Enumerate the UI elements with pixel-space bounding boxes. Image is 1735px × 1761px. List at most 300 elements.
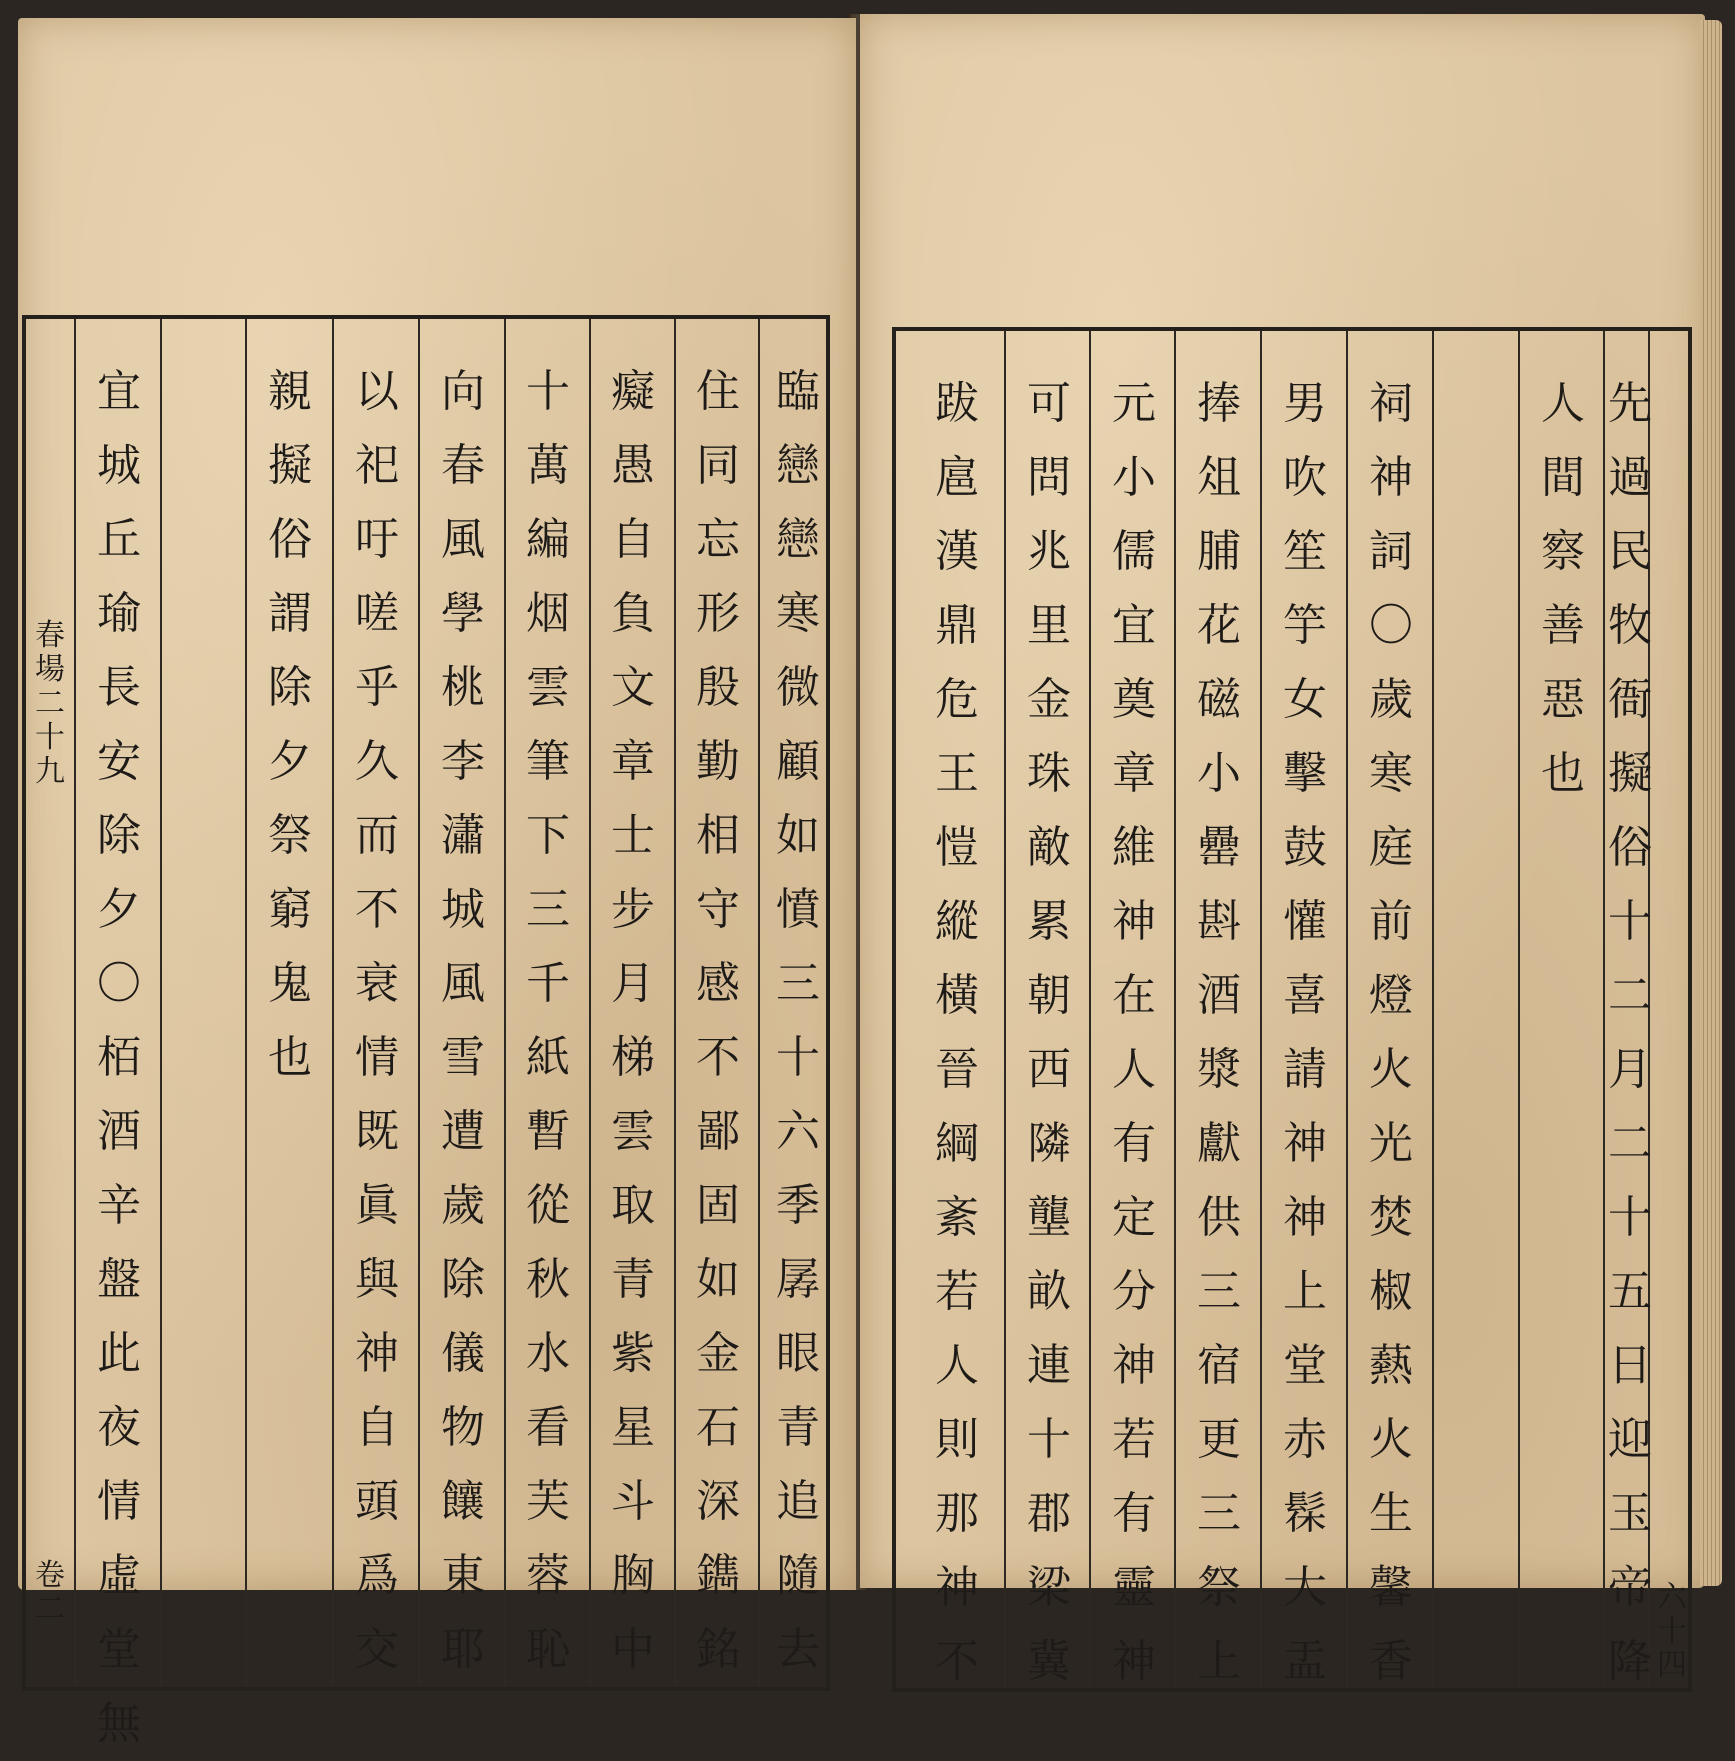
glyph: 以 <box>355 366 399 417</box>
glyph: 先 <box>1608 378 1652 429</box>
glyph: 文 <box>611 662 655 713</box>
glyph: 烟 <box>526 588 570 639</box>
glyph: 大 <box>1283 1562 1327 1613</box>
glyph: 壟 <box>1027 1192 1071 1243</box>
glyph: 去 <box>776 1624 820 1675</box>
glyph: 步 <box>611 884 655 935</box>
glyph: 祭 <box>1197 1562 1241 1613</box>
glyph: 酒 <box>1197 970 1241 1021</box>
text-column <box>684 355 752 1687</box>
glyph: 看 <box>526 1402 570 1453</box>
glyph: 酒 <box>97 1106 141 1157</box>
glyph: 除 <box>97 810 141 861</box>
glyph: 衙 <box>1608 674 1652 725</box>
glyph: 萬 <box>526 440 570 491</box>
glyph: 六 <box>1657 1580 1687 1615</box>
glyph: 無 <box>97 1698 141 1749</box>
glyph: 上 <box>1197 1636 1241 1687</box>
glyph: 編 <box>526 514 570 565</box>
glyph: 懽 <box>1283 896 1327 947</box>
glyph: 罍 <box>1197 822 1241 873</box>
glyph: 卷 <box>35 1558 65 1593</box>
glyph: 女 <box>1283 674 1327 725</box>
glyph: 扈 <box>935 452 979 503</box>
glyph: 向 <box>441 366 485 417</box>
glyph: 漿 <box>1197 1044 1241 1095</box>
glyph: 小 <box>1112 452 1156 503</box>
text-column <box>1014 367 1084 1699</box>
glyph: 風 <box>441 514 485 565</box>
glyph: 遭 <box>441 1106 485 1157</box>
glyph: 感 <box>696 958 740 1009</box>
glyph: 生 <box>1369 1488 1413 1539</box>
glyph: 如 <box>776 810 820 861</box>
glyph: 梁 <box>1027 1562 1071 1613</box>
glyph: 神 <box>1283 1118 1327 1169</box>
glyph: 隨 <box>776 1550 820 1601</box>
glyph: 漢 <box>935 526 979 577</box>
glyph: 戀 <box>776 514 820 565</box>
glyph: 也 <box>1541 748 1585 799</box>
glyph: 那 <box>935 1488 979 1539</box>
glyph: 從 <box>526 1180 570 1231</box>
glyph: 鼓 <box>1283 822 1327 873</box>
glyph: 前 <box>1369 896 1413 947</box>
glyph: 形 <box>696 588 740 639</box>
column-rule <box>758 319 760 1687</box>
glyph: 窮 <box>268 884 312 935</box>
glyph: 衰 <box>355 958 399 1009</box>
glyph: 盤 <box>97 1254 141 1305</box>
glyph: 人 <box>1112 1044 1156 1095</box>
glyph: 焚 <box>1369 1192 1413 1243</box>
glyph: 追 <box>776 1476 820 1527</box>
glyph: 上 <box>1283 1266 1327 1317</box>
column-rule <box>160 319 162 1687</box>
glyph: 王 <box>935 748 979 799</box>
glyph: 丘 <box>97 514 141 565</box>
glyph: 十 <box>526 366 570 417</box>
glyph: 二 <box>35 686 65 721</box>
glyph: 勤 <box>696 736 740 787</box>
glyph: 月 <box>1608 1044 1652 1095</box>
column-rule <box>1174 331 1176 1688</box>
glyph: 此 <box>97 1328 141 1379</box>
glyph: 場 <box>35 652 65 687</box>
glyph: 神 <box>935 1562 979 1613</box>
glyph: 二 <box>35 1592 65 1627</box>
glyph: 久 <box>355 736 399 787</box>
glyph: 紙 <box>526 1032 570 1083</box>
glyph: 十 <box>35 720 65 755</box>
glyph: 問 <box>1027 452 1071 503</box>
glyph: 不 <box>935 1636 979 1687</box>
glyph: 三 <box>1197 1488 1241 1539</box>
glyph: 爇 <box>1369 1340 1413 1391</box>
glyph: 香 <box>1369 1636 1413 1687</box>
glyph: 鼎 <box>935 600 979 651</box>
glyph: 深 <box>696 1476 740 1527</box>
glyph: 牧 <box>1608 600 1652 651</box>
glyph: 李 <box>441 736 485 787</box>
glyph: 擊 <box>1283 748 1327 799</box>
glyph: 紫 <box>611 1328 655 1379</box>
glyph: 擬 <box>1608 748 1652 799</box>
text-column <box>1356 367 1426 1699</box>
column-rule <box>589 319 591 1687</box>
glyph: 中 <box>611 1624 655 1675</box>
column-rule <box>1518 331 1520 1688</box>
glyph: 耶 <box>441 1624 485 1675</box>
glyph: 住 <box>696 366 740 417</box>
glyph: 男 <box>1283 378 1327 429</box>
glyph: 宜 <box>97 366 141 417</box>
glyph: 有 <box>1112 1488 1156 1539</box>
glyph: 神 <box>1283 1192 1327 1243</box>
glyph: 十 <box>1027 1414 1071 1465</box>
glyph: 燈 <box>1369 970 1413 1021</box>
glyph: 獻 <box>1197 1118 1241 1169</box>
glyph: 十 <box>1608 1192 1652 1243</box>
text-column <box>84 355 154 1761</box>
glyph: 晉 <box>935 1044 979 1095</box>
glyph: 危 <box>935 674 979 725</box>
glyph: 則 <box>935 1414 979 1465</box>
column-rule <box>332 319 334 1687</box>
column-rule <box>504 319 506 1687</box>
glyph: 金 <box>1027 674 1071 725</box>
glyph: 眞 <box>355 1180 399 1231</box>
glyph: 跋 <box>935 378 979 429</box>
glyph: 供 <box>1197 1192 1241 1243</box>
glyph: 喜 <box>1283 970 1327 1021</box>
glyph: 累 <box>1027 896 1071 947</box>
glyph: 乎 <box>355 662 399 713</box>
glyph: 微 <box>776 662 820 713</box>
glyph: 神 <box>1112 1340 1156 1391</box>
glyph: 奠 <box>1112 674 1156 725</box>
glyph: 爲 <box>355 1550 399 1601</box>
glyph: 水 <box>526 1328 570 1379</box>
glyph: 花 <box>1197 600 1241 651</box>
glyph: 三 <box>526 884 570 935</box>
glyph: 取 <box>611 1180 655 1231</box>
glyph: 善 <box>1541 600 1585 651</box>
right-text-frame <box>892 327 1692 1692</box>
margin-title <box>32 619 68 789</box>
glyph: 人 <box>935 1340 979 1391</box>
glyph: 除 <box>441 1254 485 1305</box>
column-rule <box>1346 331 1348 1688</box>
glyph: 捧 <box>1197 378 1241 429</box>
text-column <box>1608 367 1652 1699</box>
glyph: 東 <box>441 1550 485 1601</box>
glyph: 紊 <box>935 1192 979 1243</box>
column-rule <box>1004 331 1006 1688</box>
glyph: 千 <box>526 958 570 1009</box>
glyph: 嗟 <box>355 588 399 639</box>
text-column <box>914 367 1000 1699</box>
glyph: 庭 <box>1369 822 1413 873</box>
glyph: 靈 <box>1112 1562 1156 1613</box>
column-rule <box>418 319 420 1687</box>
glyph: 綱 <box>935 1118 979 1169</box>
glyph: 磁 <box>1197 674 1241 725</box>
glyph: 竽 <box>1283 600 1327 651</box>
glyph: 歲 <box>1369 674 1413 725</box>
glyph: 雲 <box>526 662 570 713</box>
glyph: 栢 <box>97 1032 141 1083</box>
glyph: 神 <box>1369 452 1413 503</box>
glyph: 瀟 <box>441 810 485 861</box>
text-column <box>1270 367 1340 1699</box>
glyph: 梯 <box>611 1032 655 1083</box>
glyph: 同 <box>696 440 740 491</box>
glyph: 憤 <box>776 884 820 935</box>
glyph: 郡 <box>1027 1488 1071 1539</box>
glyph: 交 <box>355 1624 399 1675</box>
glyph: 俎 <box>1197 452 1241 503</box>
glyph: 帝 <box>1608 1562 1652 1613</box>
glyph: 〇 <box>97 958 141 1009</box>
glyph: 隣 <box>1027 1118 1071 1169</box>
glyph: 儀 <box>441 1328 485 1379</box>
glyph: 頭 <box>355 1476 399 1527</box>
glyph: 四 <box>1657 1648 1687 1683</box>
glyph: 六 <box>776 1106 820 1157</box>
glyph: 寒 <box>776 588 820 639</box>
glyph: 石 <box>696 1402 740 1453</box>
glyph: 夕 <box>268 736 312 787</box>
glyph: 吁 <box>355 514 399 565</box>
glyph: 愷 <box>935 822 979 873</box>
glyph: 擬 <box>268 440 312 491</box>
glyph: 既 <box>355 1106 399 1157</box>
text-column <box>513 355 583 1687</box>
glyph: 髹 <box>1283 1488 1327 1539</box>
column-rule <box>1603 331 1605 1688</box>
glyph: 鄙 <box>696 1106 740 1157</box>
glyph: 若 <box>935 1266 979 1317</box>
glyph: 雪 <box>441 1032 485 1083</box>
glyph: 不 <box>355 884 399 935</box>
glyph: 〇 <box>1369 600 1413 651</box>
glyph: 笙 <box>1283 526 1327 577</box>
glyph: 饟 <box>441 1476 485 1527</box>
margin-page-number <box>1654 1581 1690 1683</box>
glyph: 珠 <box>1027 748 1071 799</box>
glyph: 辛 <box>97 1180 141 1231</box>
glyph: 惡 <box>1541 674 1585 725</box>
glyph: 俗 <box>1608 822 1652 873</box>
glyph: 情 <box>97 1476 141 1527</box>
column-rule <box>1432 331 1434 1688</box>
text-column <box>1184 367 1254 1699</box>
glyph: 冀 <box>1027 1636 1071 1687</box>
glyph: 斗 <box>611 1476 655 1527</box>
glyph: 城 <box>97 440 141 491</box>
text-column <box>255 355 325 1095</box>
glyph: 神 <box>1112 1636 1156 1687</box>
glyph: 自 <box>355 1402 399 1453</box>
glyph: 城 <box>441 884 485 935</box>
glyph: 鬼 <box>268 958 312 1009</box>
glyph: 筆 <box>526 736 570 787</box>
glyph: 星 <box>611 1402 655 1453</box>
column-rule <box>1260 331 1262 1688</box>
glyph: 士 <box>611 810 655 861</box>
text-column <box>1528 367 1598 811</box>
glyph: 暫 <box>526 1106 570 1157</box>
glyph: 小 <box>1197 748 1241 799</box>
glyph: 民 <box>1608 526 1652 577</box>
glyph: 神 <box>1112 896 1156 947</box>
glyph: 赤 <box>1283 1414 1327 1465</box>
glyph: 玉 <box>1608 1488 1652 1539</box>
glyph: 更 <box>1197 1414 1241 1465</box>
glyph: 下 <box>526 810 570 861</box>
glyph: 三 <box>776 958 820 1009</box>
column-rule <box>74 319 76 1687</box>
glyph: 學 <box>441 588 485 639</box>
glyph: 章 <box>611 736 655 787</box>
glyph: 殷 <box>696 662 740 713</box>
glyph: 愚 <box>611 440 655 491</box>
glyph: 若 <box>1112 1414 1156 1465</box>
margin-volume <box>32 1559 68 1627</box>
glyph: 堂 <box>97 1624 141 1675</box>
glyph: 銘 <box>696 1624 740 1675</box>
glyph: 歲 <box>441 1180 485 1231</box>
glyph: 三 <box>1197 1266 1241 1317</box>
glyph: 春 <box>35 618 65 653</box>
glyph: 連 <box>1027 1340 1071 1391</box>
column-rule <box>674 319 676 1687</box>
glyph: 也 <box>268 1032 312 1083</box>
glyph: 縱 <box>935 896 979 947</box>
glyph: 二 <box>1608 1118 1652 1169</box>
glyph: 春 <box>441 440 485 491</box>
glyph: 詞 <box>1369 526 1413 577</box>
glyph: 敵 <box>1027 822 1071 873</box>
glyph: 桃 <box>441 662 485 713</box>
glyph: 二 <box>1608 970 1652 1021</box>
glyph: 祠 <box>1369 378 1413 429</box>
glyph: 瑜 <box>97 588 141 639</box>
glyph: 請 <box>1283 1044 1327 1095</box>
glyph: 儒 <box>1112 526 1156 577</box>
glyph: 守 <box>696 884 740 935</box>
glyph: 降 <box>1608 1636 1652 1687</box>
glyph: 宿 <box>1197 1340 1241 1391</box>
glyph: 祀 <box>355 440 399 491</box>
glyph: 分 <box>1112 1266 1156 1317</box>
glyph: 十 <box>1657 1614 1687 1649</box>
glyph: 固 <box>696 1180 740 1231</box>
left-text-frame <box>22 315 830 1749</box>
glyph: 可 <box>1027 378 1071 429</box>
glyph: 間 <box>1541 452 1585 503</box>
glyph: 十 <box>776 1032 820 1083</box>
text-column <box>768 355 828 1687</box>
glyph: 秋 <box>526 1254 570 1305</box>
text-column <box>599 355 667 1687</box>
glyph: 鐫 <box>696 1550 740 1601</box>
glyph: 五 <box>1608 1266 1652 1317</box>
glyph: 馨 <box>1369 1562 1413 1613</box>
glyph: 安 <box>97 736 141 787</box>
glyph: 九 <box>35 754 65 789</box>
glyph: 戀 <box>776 440 820 491</box>
glyph: 月 <box>611 958 655 1009</box>
text-column <box>342 355 412 1687</box>
text-column <box>1099 367 1169 1699</box>
glyph: 在 <box>1112 970 1156 1021</box>
glyph: 火 <box>1369 1044 1413 1095</box>
glyph: 如 <box>696 1254 740 1305</box>
glyph: 畝 <box>1027 1266 1071 1317</box>
glyph: 光 <box>1369 1118 1413 1169</box>
glyph: 俗 <box>268 514 312 565</box>
glyph: 神 <box>355 1328 399 1379</box>
glyph: 十 <box>1608 896 1652 947</box>
glyph: 盂 <box>1283 1636 1327 1687</box>
glyph: 蓉 <box>526 1550 570 1601</box>
glyph: 日 <box>1608 1340 1652 1391</box>
glyph: 親 <box>268 366 312 417</box>
glyph: 火 <box>1369 1414 1413 1465</box>
glyph: 橫 <box>935 970 979 1021</box>
glyph: 胸 <box>611 1550 655 1601</box>
glyph: 與 <box>355 1254 399 1305</box>
glyph: 恥 <box>526 1624 570 1675</box>
glyph: 椒 <box>1369 1266 1413 1317</box>
glyph: 相 <box>696 810 740 861</box>
glyph: 祭 <box>268 810 312 861</box>
glyph: 維 <box>1112 822 1156 873</box>
glyph: 謂 <box>268 588 312 639</box>
glyph: 季 <box>776 1180 820 1231</box>
glyph: 斟 <box>1197 896 1241 947</box>
glyph: 迎 <box>1608 1414 1652 1465</box>
glyph: 察 <box>1541 526 1585 577</box>
glyph: 孱 <box>776 1254 820 1305</box>
glyph: 元 <box>1112 378 1156 429</box>
glyph: 夕 <box>97 884 141 935</box>
glyph: 風 <box>441 958 485 1009</box>
glyph: 負 <box>611 588 655 639</box>
glyph: 里 <box>1027 600 1071 651</box>
glyph: 眼 <box>776 1328 820 1379</box>
glyph: 青 <box>611 1254 655 1305</box>
glyph: 堂 <box>1283 1340 1327 1391</box>
glyph: 寒 <box>1369 748 1413 799</box>
glyph: 有 <box>1112 1118 1156 1169</box>
glyph: 癡 <box>611 366 655 417</box>
glyph: 章 <box>1112 748 1156 799</box>
glyph: 吹 <box>1283 452 1327 503</box>
glyph: 物 <box>441 1402 485 1453</box>
glyph: 臨 <box>776 366 820 417</box>
column-rule <box>1089 331 1091 1688</box>
glyph: 情 <box>355 1032 399 1083</box>
glyph: 宜 <box>1112 600 1156 651</box>
page-edges <box>1700 20 1722 1586</box>
glyph: 不 <box>696 1032 740 1083</box>
glyph: 顧 <box>776 736 820 787</box>
glyph: 忘 <box>696 514 740 565</box>
glyph: 人 <box>1541 378 1585 429</box>
